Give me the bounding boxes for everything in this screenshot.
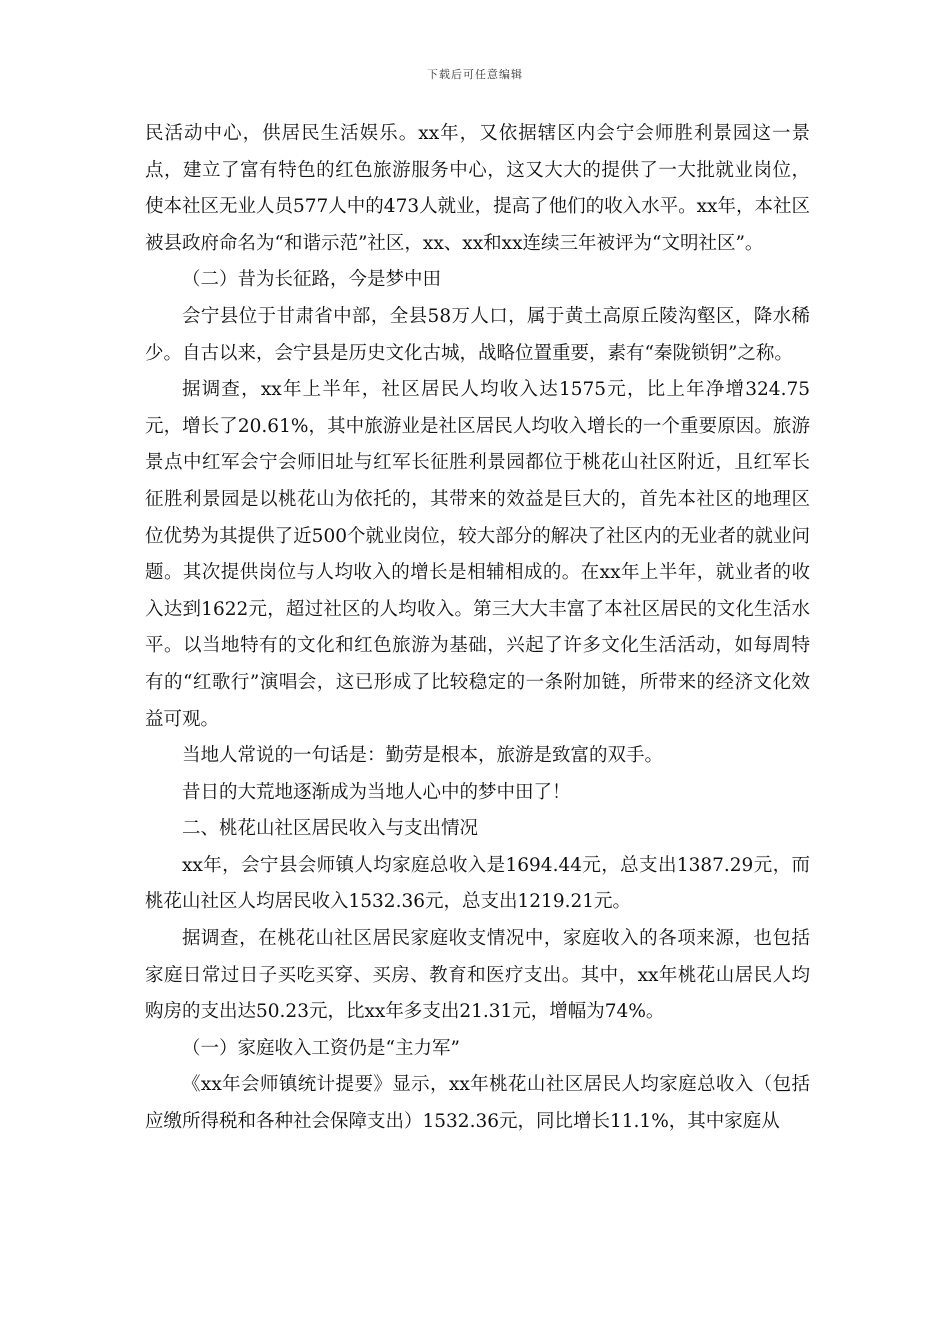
paragraph-continued: 民活动中心，供居民生活娱乐。xx年，又依据辖区内会宁会师胜利景园这一景点，建立了富有特色的红色旅游服务中心，这又大大的提供了一大批就业岗位，使本社区无业人员577人中的473人就业，提高了他们的收入水平。xx年，本社区被县政府命名为“和谐示范”社区，xx、xx和xx连续三年被评为“文明社区”。 — [145, 123, 810, 254]
page-header: 下载后可任意编辑 — [427, 68, 523, 81]
part-heading-income-expenditure: 二、桃花山社区居民收入与支出情况 — [182, 818, 479, 840]
paragraph-income-totals: xx年，会宁县会师镇人均家庭总收入是1694.44元，总支出1387.29元，而桃花山社区人均居民收入1532.36元，总支出1219.21元。 — [145, 854, 810, 913]
paragraph-survey-income: 据调查，xx年上半年，社区居民人均收入达1575元，比上年净增324.75元，增长了20.61%，其中旅游业是社区居民人均收入增长的一个重要原因。旅游景点中红军会宁会师旧址与红军长征胜利景园都位于桃花山社区附近，且红军长征胜利景园是以桃花山为依托的，其带来的效益是巨大的，首先本社区的地理区位优势为其提供了近500个就业岗位，较大部分的解决了社区内的无业者的就业问题。其次提供岗位与人均收入的增长是相辅相成的。在xx年上半年，就业者的收入达到1622元，超过社区的人均收入。第三大大丰富了本社区居民的文化生活水平。以当地特有的文化和红色旅游为基础，兴起了许多文化生活活动，如每周特有的“红歌行”演唱会，这已形成了比较稳定的一条附加链，所带来的经济文化效益可观。 — [145, 379, 810, 730]
paragraph-huining-county: 会宁县位于甘肃省中部，全县58万人口，属于黄土高原丘陵沟壑区，降水稀少。自古以来，会宁县是历史文化古城，战略位置重要，素有“秦陇锁钥”之称。 — [145, 305, 810, 364]
document-body — [145, 116, 810, 1141]
section-heading-wages: （一）家庭收入工资仍是“主力军” — [182, 1037, 460, 1059]
paragraph-dream-field: 昔日的大荒地逐渐成为当地人心中的梦中田了！ — [182, 781, 571, 803]
paragraph-household-spending: 据调查，在桃花山社区居民家庭收支情况中，家庭收入的各项来源，也包括家庭日常过日子买吃买穿、买房、教育和医疗支出。其中，xx年桃花山居民人均购房的支出达50.23元，比xx年多支出21.31元，增幅为74%。 — [145, 928, 810, 1023]
section-heading-long-march: （二）昔为长征路，今是梦中田 — [182, 269, 442, 291]
paragraph-local-saying: 当地人常说的一句话是：勤劳是根本，旅游是致富的双手。 — [182, 745, 664, 767]
paragraph-statistics-summary: 《xx年会师镇统计提要》显示，xx年桃花山社区居民人均家庭总收入（包括应缴所得税和各种社会保障支出）1532.36元，同比增长11.1%，其中家庭从 — [145, 1074, 810, 1133]
